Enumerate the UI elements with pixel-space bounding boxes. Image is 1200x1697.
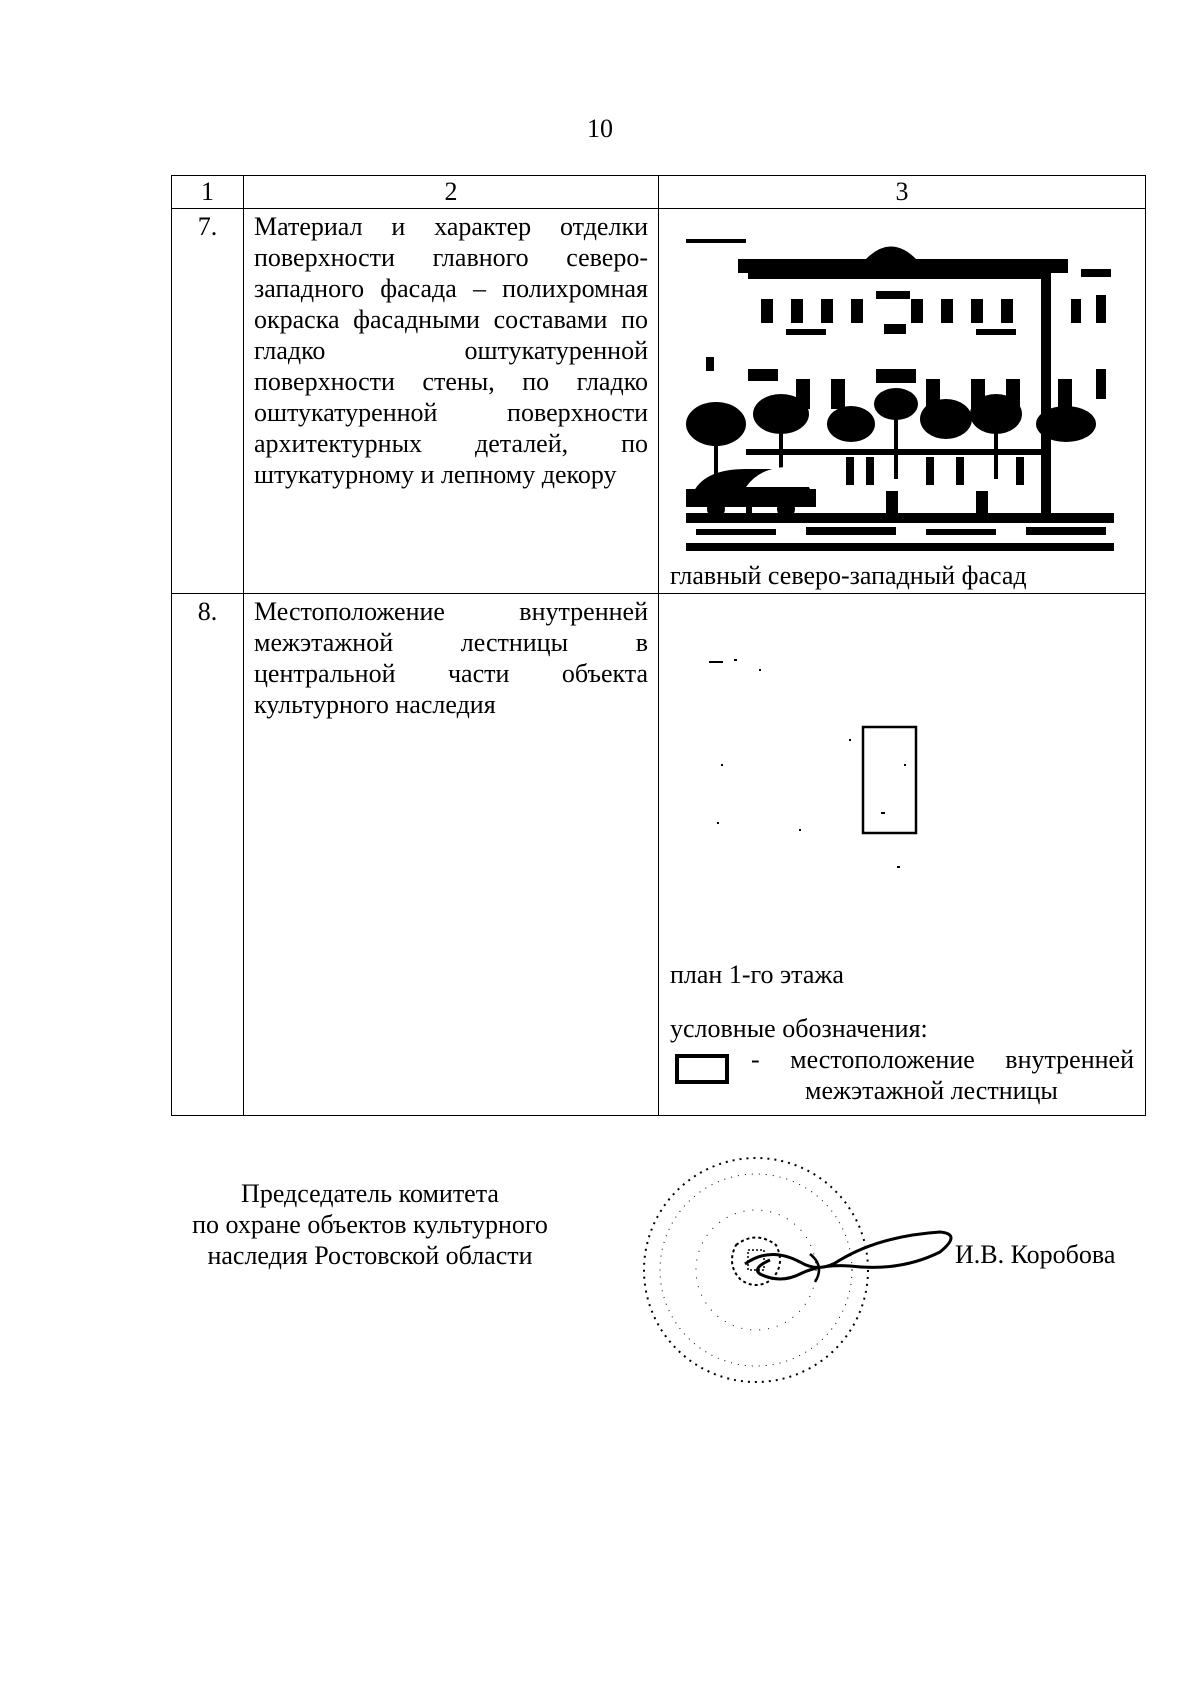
row-plan-cell <box>659 594 1146 1116</box>
signatory-title <box>160 1178 580 1271</box>
signer-name: И.В. Коробова <box>955 1240 1116 1269</box>
row-image-cell <box>659 209 1146 594</box>
header-col-1: 1 <box>172 176 244 209</box>
features-table <box>171 175 1146 1116</box>
legend-title: условные обозначения: <box>670 1014 928 1043</box>
legend-stair-symbol <box>675 1054 729 1084</box>
header-col-3: 3 <box>659 176 1146 209</box>
table-row <box>172 594 1146 1116</box>
row-description: Местоположение внутренней межэтажной лестницы в центральной части объекта культурного наследия <box>244 594 659 1116</box>
row-number: 7. <box>172 209 244 594</box>
table-row <box>172 209 1146 594</box>
handwritten-signature <box>740 1224 960 1294</box>
plan-title: план 1-го этажа <box>670 960 844 989</box>
row-description: Материал и характер отделки поверхности главного северо-западного фасада – полихромная окраска фасадными составами по гладко оштукатуренной поверхности стены, по гладко оштукатуренной поверхности архитектурных деталей, по штукатурному и лепному декору <box>244 209 659 594</box>
facade-photo <box>686 229 1114 551</box>
signatory-title-line: наследия Ростовской области <box>207 1241 533 1270</box>
legend-line: межэтажной лестницы <box>805 1076 1058 1105</box>
table-header-row <box>172 176 1146 209</box>
floor-plan-image <box>699 634 1079 934</box>
photo-caption: главный северо-западный фасад <box>670 561 1027 590</box>
page-number: 10 <box>587 114 613 143</box>
legend-line: - местоположение внутренней <box>751 1045 1134 1074</box>
legend-text <box>751 1044 1134 1106</box>
signatory-title-line: Председатель комитета <box>241 1179 499 1208</box>
signatory-title-line: по охране объектов культурного <box>192 1210 548 1239</box>
header-col-2: 2 <box>244 176 659 209</box>
row-number: 8. <box>172 594 244 1116</box>
